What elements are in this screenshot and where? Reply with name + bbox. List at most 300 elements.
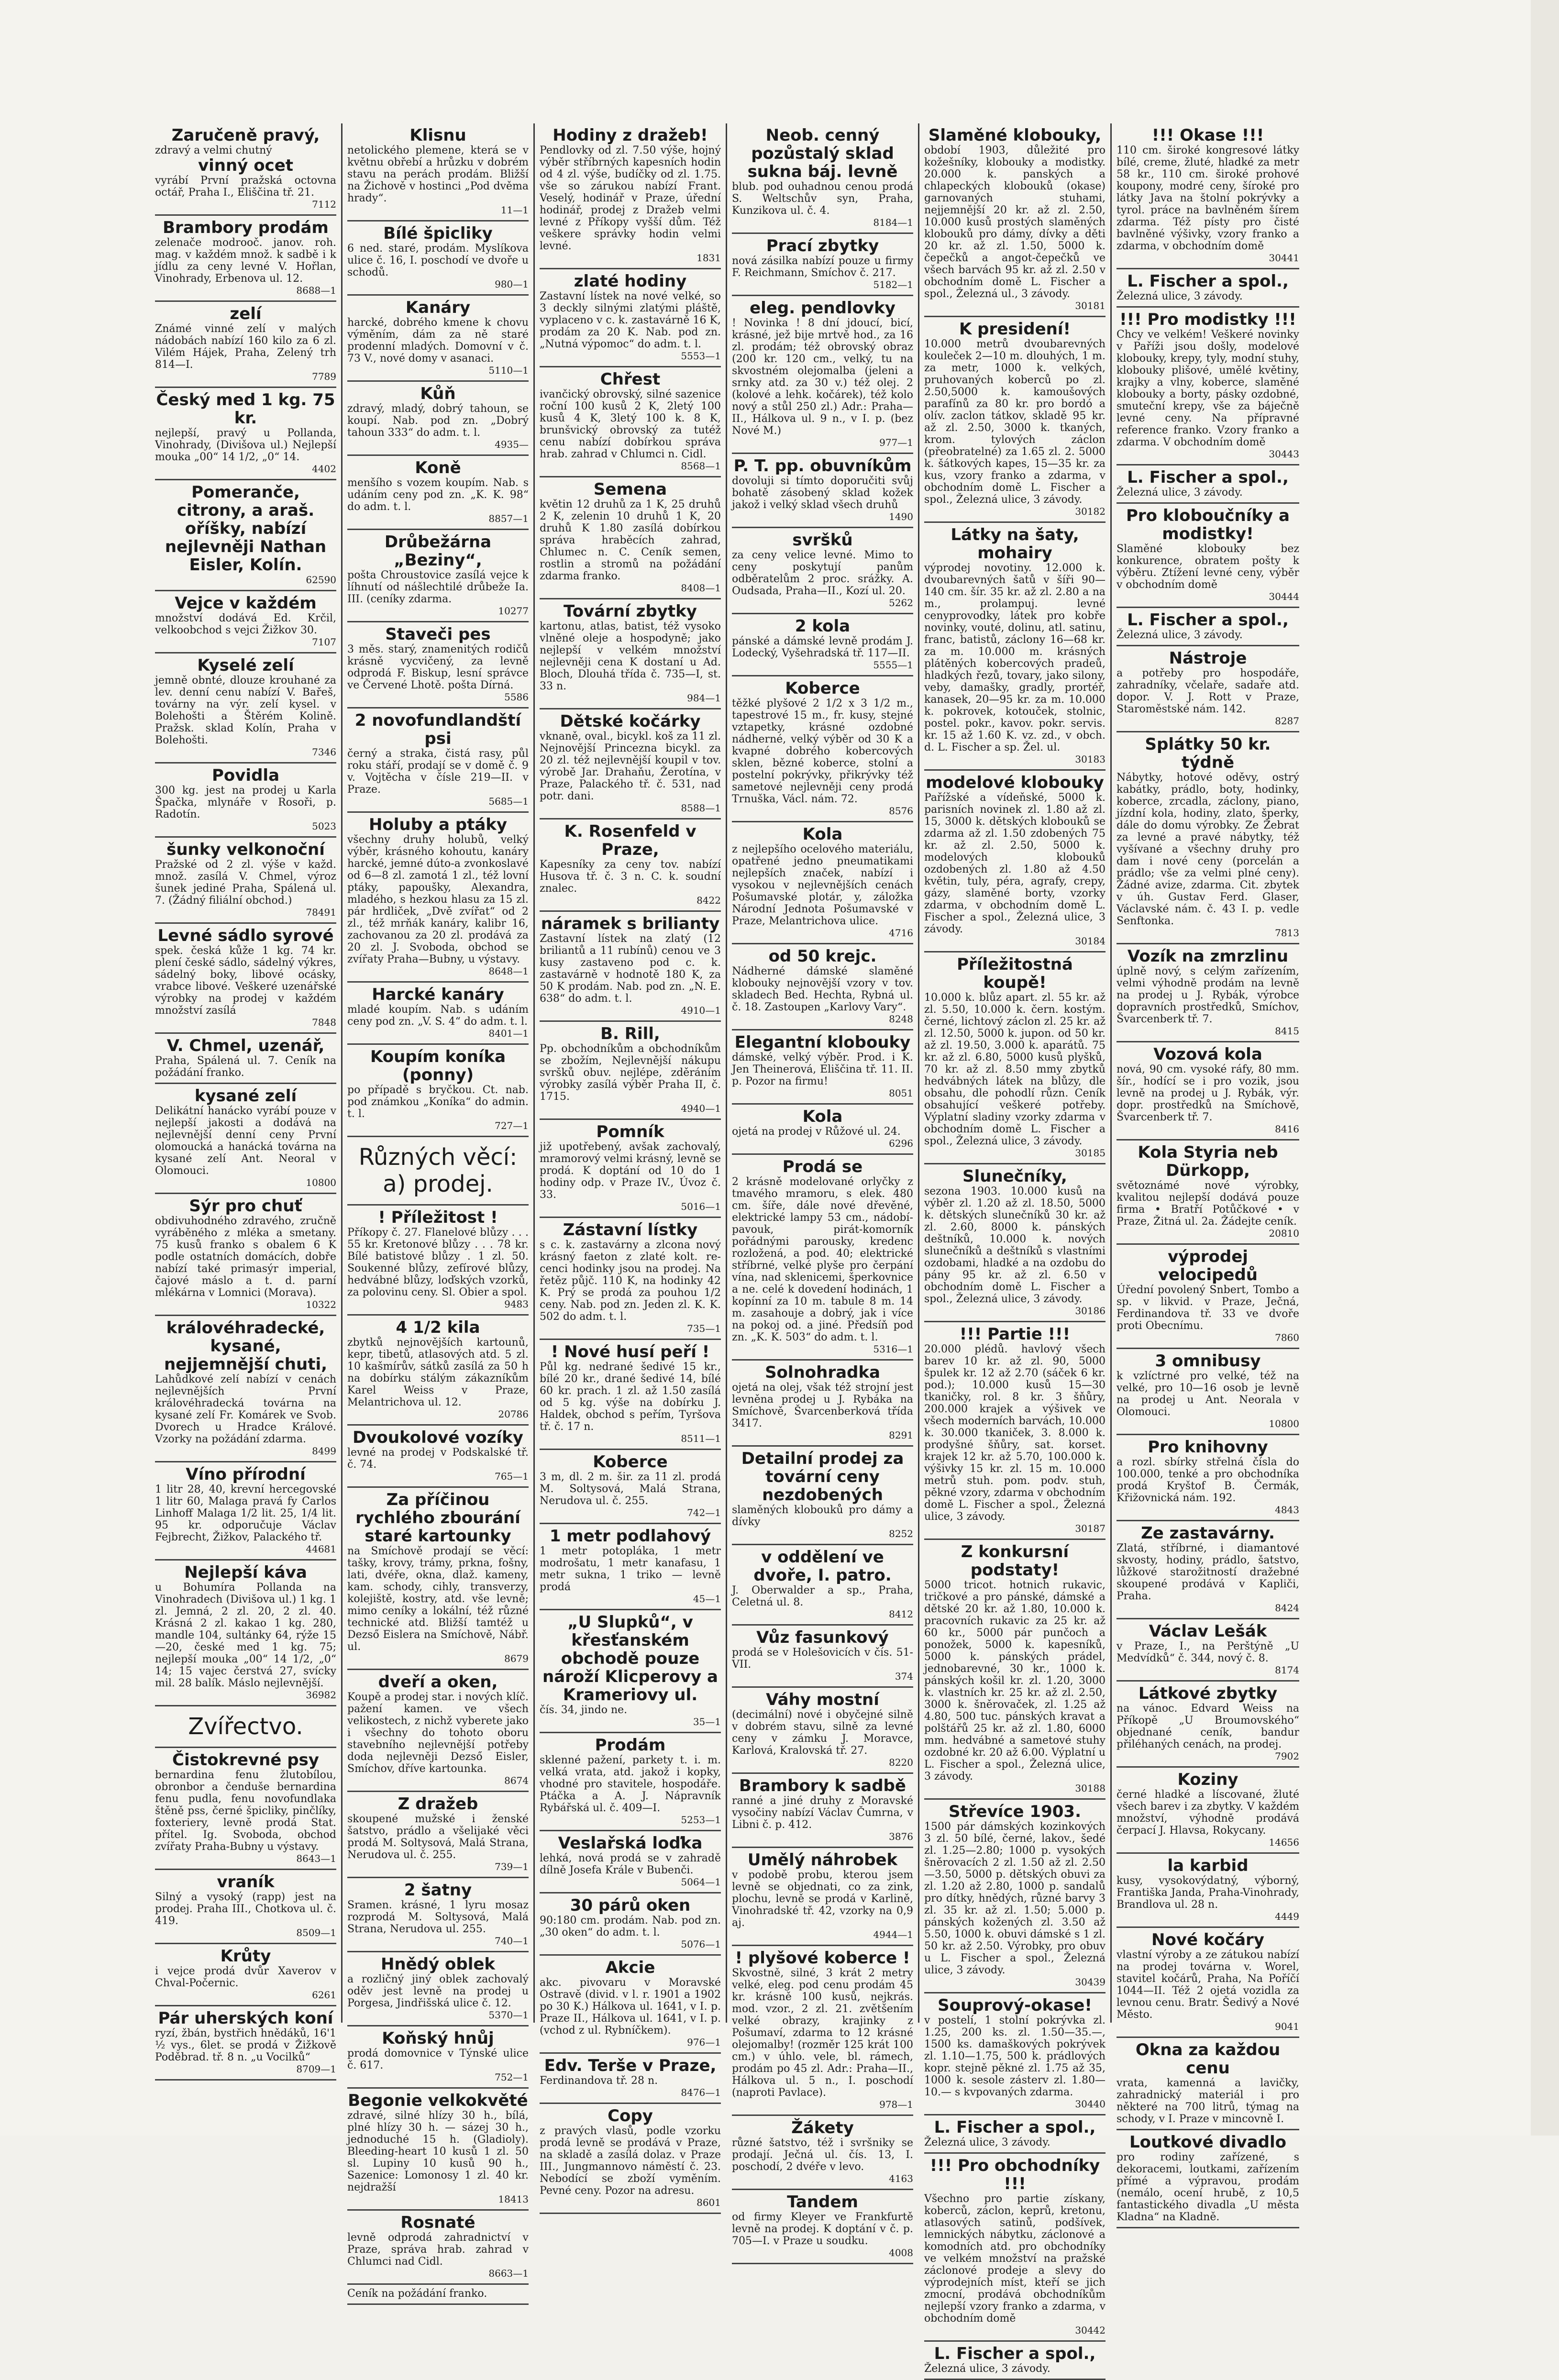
classified-ad	[347, 221, 529, 296]
ad-number: 7860	[1275, 1332, 1299, 1343]
classified-ad	[732, 1688, 913, 1774]
classified-ad	[155, 1316, 336, 1462]
ad-headline: Koně	[415, 458, 461, 477]
ad-text: 1500 pár dámských kozinkových 3 zl. 50 bílé, černé, lakov., šedé zl. 1.25—2.80; 1000 p. vysokých šněrovacích 2 zl. 1.50 až zl. 2.50—3.50, 5000 p. dětských obuvi za zl. 1.20 až 2.80, 1000 p. sandalů pro dítky, hnědých, různé barvy 3 zl. 35 kr. až zl. 1.50; 5.000 p. pánských kožených zl. 3.50 až 5.50, 1000 k. obuvi dámské s 1 zl. 50 kr. až 2.50. Výrobky, pro obuv u L. Fischer a spol., Železná ulice, 3 závody.	[924, 1821, 1106, 1976]
ad-text: harcké, dobrého kmene k chovu výměním, dám za ně staré prodenní mladých. Domovní v č. 73 V., nové domy v asanaci.	[347, 317, 529, 365]
ad-headline: Detailní prodej za tovární ceny nezdobených	[741, 1449, 904, 1505]
ad-text: 6 ned. staré, prodám. Myslíkova ulice č. 16, I. poschodí ve dvoře u schodů.	[347, 243, 529, 278]
ad-headline: 4 1/2 kila	[396, 1318, 480, 1337]
ad-headline: Okna za každou cenu	[1135, 2040, 1281, 2078]
ad-headline: Střevíce 1903.	[949, 1802, 1081, 1821]
ad-number: 5586	[504, 691, 529, 703]
ad-text: Slaměné klobouky bez konkurence, obratem pošty k výběru. Ztížení levné ceny, výběr v obchodním domě	[1117, 543, 1299, 591]
ad-text: Příkopy č. 27. Flanelové blůzy . . . 55 kr. Kretonové blůzy . . . 78 kr. Bílé batistové blůzy . 1 zl. 50. Soukenné blůzy, zefírové blůzy, hedvábné blůzy, loďských vzorků, za polovinu ceny. Sl. Obier a spol.	[347, 1227, 529, 1298]
ad-headline: Látkové zbytky	[1138, 1684, 1278, 1703]
classified-ad	[155, 1561, 336, 1706]
classified-ad	[347, 2026, 529, 2089]
ad-number: 7112	[312, 199, 336, 210]
classified-ad	[347, 1670, 529, 1792]
ad-headline: Pomeranče, citrony, a araš. oříšky, nabízí nejlevněji Nathan Eisler, Kolín.	[165, 483, 327, 575]
ad-headline: Nové kočáry	[1151, 1930, 1264, 1949]
classified-ad	[1117, 2038, 1299, 2130]
ad-headline: Hodiny z dražeb!	[553, 126, 708, 145]
ad-headline: Rosnaté	[400, 2213, 475, 2232]
ad-text: Úřední povolený Snbert, Tombo a sp. v likvid. v Praze, Ječná, Ferdinandova tř. 33 ve dvoře proti Obecnímu.	[1117, 1284, 1299, 1332]
classified-ad	[347, 382, 529, 456]
ad-number: 8424	[1275, 1602, 1299, 1614]
ad-text: ryzí, žbán, bystřich hnědáků, 16'1 ½ vys., 6let. se prodá v Žižkově Poděbrad. tř. 8 n. „u Vocilků“	[155, 2027, 336, 2063]
classified-ad	[732, 1946, 913, 2116]
ad-text: v podobě probu, kterou jsem levně se objednati, co za zink, plochu, levně se prodá v Karlině, Vinohradské tř. 42, vzorky na 0,9 aj.	[732, 1869, 913, 1929]
ad-text: sklenné pažení, parkety t. i. m. velká vrata, atd. jakož i kopky, vhodné pro stavitele, hospodáře. Ptáčka a A. J. Nápravník Rybářská ul. č. 409—I.	[540, 1754, 721, 1814]
ad-headline: Akcie	[605, 1958, 655, 1977]
ad-headline: Bílé špicliky	[383, 224, 493, 243]
ad-text: i vejce prodá dvůr Xaverov v Chval-Počernic.	[155, 1965, 336, 1989]
ad-text: k vzlíctrné pro velké, též na velké, pro 10—16 osob je levně na prodej u Ant. Neorala v Olomouci.	[1117, 1370, 1299, 1418]
ad-number: 10277	[498, 605, 529, 617]
classified-ad	[540, 599, 721, 709]
ad-text: zdravý, mladý, dobrý tahoun, se koupí. Nab. pod zn. „Dobrý tahoun 333“ do adm. t. l.	[347, 403, 529, 439]
ad-number: 8709—1	[296, 2063, 336, 2075]
column-2	[343, 123, 535, 2300]
ad-text: Sramen. krásné, 1 lyru mosaz rozprodá M. Soltysová, Malá Strana, Nerudova ul. 255.	[347, 1899, 529, 1935]
ad-number: 45—1	[693, 1593, 721, 1605]
classified-ad	[155, 216, 336, 302]
ad-text: slaměných klobouků pro dámy a dívky	[732, 1504, 913, 1528]
classified-ad	[1117, 2130, 1299, 2228]
ad-headline: dveří a oken,	[378, 1672, 498, 1692]
ad-text: Kapesníky za ceny tov. nabízí Husova tř. č. 3 n. C. k. soudní znalec.	[540, 859, 721, 895]
ad-headline: Pro knihovny	[1148, 1438, 1268, 1457]
ad-headline: náramek s brilianty	[541, 914, 720, 933]
ad-headline: Umělý náhrobek	[747, 1850, 898, 1870]
ad-number: 9483	[504, 1298, 529, 1310]
classified-ad	[732, 1361, 913, 1447]
ad-text: 3 měs. starý, znamenitých rodičů krásně vycvičený, za levně odprodá F. Biskup, lesní správce ve Červené Lhotě. pošta Dírná.	[347, 643, 529, 691]
ad-number: 980—1	[495, 278, 529, 290]
ad-headline: Sýr pro chuť	[189, 1196, 302, 1216]
ad-text: netolického plemene, která se v květnu obřebí a hrůzku v dobrém stavu na perách prodám. Bližší na Žichově v hostinci „Pod dvěma hrady“.	[347, 144, 529, 204]
ad-headline: Splátky 50 kr. týdně	[1145, 735, 1271, 772]
ad-text: ivančický obrovský, silné sazenice roční 100 kusů 2 K, 2letý 100 kusů 4 K, 3letý 100 k. 8 K, brunšvický obrovský za tutéž cenu nabízí dobírkou správa hrab. zahrad v Chlumci n. Cidl.	[540, 388, 721, 460]
ad-number: 4449	[1275, 1911, 1299, 1922]
classified-ad	[155, 924, 336, 1034]
ad-headline: Koňský hnůj	[382, 2029, 494, 2048]
ad-headline: !!! Pro modistky !!!	[1119, 310, 1296, 329]
ad-number: 9041	[1275, 2021, 1299, 2032]
ad-number: 7346	[312, 746, 336, 758]
classified-ad	[732, 528, 913, 614]
ad-number: 8674	[504, 1775, 529, 1786]
ad-headline: Slaměné klobouky,	[928, 126, 1102, 145]
section-heading: Různých věcí: a) prodej.	[347, 1137, 529, 1206]
classified-ad	[1117, 646, 1299, 732]
ad-headline: Žákety	[791, 2118, 854, 2137]
ad-number: 8663—1	[488, 2268, 529, 2279]
ad-number: 30184	[1075, 935, 1106, 947]
ad-text: Půl kg. nedrané šedivé 15 kr., bílé 20 kr., drané šedivé 14, bílé 60 kr. prach. 1 zl. až 1.50 zasílá od 5 kg. výše na dobírku J. Haldek, obchod s peřím, Tyršova tř. č. 17 n.	[540, 1361, 721, 1433]
ad-text: Pařížské a vídeňské, 5000 k. parisních novinek zl. 1.80 až zl. 15, 3000 k. dětských klobouků se zdarma až zl. 1.50 zdobených 75 kr. až zl. 2.50, 5000 k. modelových klobouků ozdobených zl. 1.80 až 4.50 květin, tuly, péra, agrafy, crepy, gázy, slaměné borty, vzorky zdarma, v obchodním domě L. Fischer a spol., Železná ulice, 3 závody.	[924, 792, 1106, 935]
classified-ad	[732, 944, 913, 1030]
ad-text: Železná ulice, 3 závody.	[1117, 629, 1243, 641]
classified-ad	[540, 1733, 721, 1831]
ad-text: dovoluji si tímto doporučiti svůj bohatě zásobený sklad kožek jakož i velký sklad všech druhů	[732, 475, 913, 511]
ad-text: 10.000 k. blůz apart. zl. 55 kr. až zl. 5.50, 10.000 k. čern. kostým. černé, lichtový záclon zl. 25 kr. až zl. 12.50, 5000 k. jupon. od 50 kr. až zl. 19.50, 3.000 k. aparátů. 75 kr. až zl. 6.80, 5000 kusů plyšků, 70 kr. až zl. 8.50 mmy zbytků hedvábných látek na blůzy, dle obsahu, dle pohodlí různ. Ceník obsahující veškeré potřeby. Výplatní sladiny vzorky zdarma v obchodním domě L. Fischer a spol., Železná ulice, 3 závody.	[924, 992, 1106, 1147]
ad-number: 7848	[312, 1017, 336, 1028]
ad-text: v Praze, I., na Perštýně „U Medvídků“ č. 344, nový č. 8.	[1117, 1640, 1299, 1664]
ad-text: 2 krásně modelované orlyčky z tmavého mramoru, s elek. 480 cm. šíře, dále nové dřevěné, elektrické lampy 53 cm., nádobí-pavouk, pirát-komorník pořádnými parousky, kredenc rozložená, a pod. 40; elektrické stříbrné, velké plyše pro čerpání vína, nad sklenicemi, šperkovnice a ne. celé k dovedení hodinách, 1 kopínní za 10 m. tabule 8 m. 14 m. zasahouje a dobrý, jak i více na pokoj od. a jiné. Předsíň pod zn. „K. K. 503“ do adm. t. l.	[732, 1176, 913, 1343]
classified-ad	[1117, 308, 1299, 465]
ad-number: 5016—1	[681, 1201, 721, 1212]
ad-text: Praha, Spálená ul. 7. Ceník na požádání franko.	[155, 1055, 336, 1079]
ad-number: 8588—1	[681, 802, 721, 814]
ad-headline: Z konkursní podstaty!	[961, 1542, 1069, 1580]
ad-text: zelenače modrooč. janov. roh. mag. v každém množ. k sadbě i k jídlu za ceny levné V. Hořlan, Vinohrady, Erbenova ul. 12.	[155, 237, 336, 285]
ad-text: obdivuhodného zdravého, zručně vyráběného z mléka a smetany. 75 kusů franko s obalem 6 K podle ostatních domácích, dobře nabízí také primasýr imperial, čajové máslo a t. d. parní mlékárna v Lomnici (Morava).	[155, 1215, 336, 1299]
ad-number: 4163	[889, 2173, 913, 2184]
classified-ad	[540, 2104, 721, 2214]
ad-headline: Brambory prodám	[163, 218, 329, 237]
ad-headline: L. Fischer a spol.,	[934, 2118, 1096, 2137]
ad-number: 8174	[1275, 1664, 1299, 1676]
ad-text: ! Novinka ! 8 dní jdoucí, bicí, krásné, jež bije mrtvě hod., za 16 zl. prodám; též obrovský obraz (200 kr. 120 cm., velký, tu na skvostném olejomalba (jeleni a srnky atd. za 30 v.) též olej. 2 (kolové a lehk. kočárek), též kolo nový a stůl 250 zl.) Adr.: Praha—II., Hálkova ul. 9 n., v I. p. (bez Nové M.)	[732, 317, 913, 437]
ad-headline: Nástroje	[1169, 649, 1247, 668]
ad-headline: Dětské kočárky	[560, 712, 701, 731]
ad-headline: P. T. pp. obuvníkům	[733, 456, 912, 476]
ad-headline: 1 metr podlahový	[549, 1527, 711, 1546]
classified-ad	[924, 2154, 1106, 2342]
ad-text: výprodej novotiny. 12.000 k. dvoubarevných šatů v šíři 90—140 cm. šír. 35 kr. až zl. 2.80 a na m., prolampuj. levné cenyprovodky, látek pro kobře novinky, vouté, dolinu, atl. satinu, franc, batistů, záclony 16—68 kr. za m. 10.000 m. krásných plátěných kobercových pradeů, hladkých řezů, tovary, jako silony, veby, damašky, gradly, prortéř, kanasek, 20—95 kr. za m. 10.000 k. pokrovek, kotouček, stolnic, postel. pokr., kavov. pokr. servis. kr. 15 až 1.60 K. vz. zd., v obch. d. L. Fischer a sp. Žel. ul.	[924, 562, 1106, 753]
ad-headline: Drůbežárna „Beziny“,	[384, 532, 492, 570]
classified-ad	[347, 1792, 529, 1878]
ad-number: 740—1	[495, 1935, 529, 1947]
classified-ad	[732, 1626, 913, 1688]
classified-ad	[347, 622, 529, 708]
ad-headline: Nejlepší káva	[184, 1563, 307, 1582]
classified-ad	[540, 1524, 721, 1610]
column-3	[535, 123, 727, 2208]
classified-ad	[540, 912, 721, 1022]
ad-headline: Hnědý oblek	[380, 1955, 496, 1974]
ad-text: dámské, velký výběr. Prod. i K. Jen Theinerová, Eliščina tř. 11. II. p. Pozor na firmu!	[732, 1052, 913, 1087]
ad-text: a rozl. sbírky střelná čísla do 100.000, tenké a pro obchodníka prodá Kryštof B. Čermák, Křižovnická nám. 192.	[1117, 1456, 1299, 1504]
ad-number: 30186	[1075, 1305, 1106, 1317]
ad-number: 30187	[1075, 1523, 1106, 1534]
column-6	[1112, 123, 1304, 2223]
classified-ad	[732, 1545, 913, 1626]
ad-number: 977—1	[879, 437, 913, 448]
classified-ad	[1117, 1854, 1299, 1928]
classified-ad	[155, 1034, 336, 1084]
classified-ad	[924, 952, 1106, 1164]
ad-number: 10800	[306, 1177, 336, 1188]
ad-number: 5076—1	[681, 1938, 721, 1950]
ad-number: 8415	[1275, 1025, 1299, 1037]
ad-text: ojetá na prodej v Růžové ul. 24.	[732, 1126, 901, 1138]
classified-ad	[540, 123, 721, 269]
ad-number: 62590	[306, 574, 336, 586]
ad-headline: Chřest	[600, 370, 661, 389]
ad-number: 8252	[889, 1528, 913, 1539]
ad-text: 90:180 cm. prodám. Nab. pod zn. „30 oken“ do adm. t. l.	[540, 1915, 721, 1938]
ad-number: 5685—1	[488, 796, 529, 807]
classified-ad	[924, 771, 1106, 952]
classified-ad	[1117, 465, 1299, 504]
ad-text: Chcy ve velkém! Veškeré novinky v Paříži jsou došly, modelové klobouky, krepy, tyly, modní stuhy, klobouky plišové, umělé květiny, krajky a vlny, koberce, slaměné klobouky a borty, pásky ozdobné, smuteční krepy, vše za báječně levné ceny. Na přípravné reference franko. Vzory franko a zdarma. V obchodním domě	[1117, 329, 1299, 448]
ad-text: jemně obnté, dlouze krouhané za lev. denní cenu nabízí V. Bařeš, továrny na výr. zelí kysel. v Bolehošti a Štěrém Kolině. Pražsk. sklad Kolín, Praha v Bolehošti.	[155, 675, 336, 746]
classified-ad	[155, 388, 336, 480]
ad-headline: Edv. Terše v Praze,	[544, 2056, 717, 2075]
classified-columns	[150, 123, 1512, 2375]
ad-headline: Holuby a ptáky	[368, 815, 508, 834]
ad-text: kartonu, atlas, batist, též vysoko vlněné oleje a hospodyně; jako nejlepší v velkém množství nejlevněji cena K dostaní u Ad. Bloch, Dlouhá třída č. 735—I, st. 33 n.	[540, 620, 721, 692]
ad-text: světoznámé nové výrobky, kvalitou nejlepší dodává pouze firma • Bratří Potůčkové • v Praze, Žitná ul. 2a. Žádejte ceník.	[1117, 1180, 1299, 1228]
ad-number: 36982	[306, 1689, 336, 1701]
ad-text: Skvostně, silné, 3 krát 2 metry velké, eleg. pod cenu prodám 45 kr. krásně 100 kusů, nejkrás. mod. vzor., 2 zl. 21. zvětšením velké obrazy, krajinky z Pošumaví, zdarma to 12 krásné olejomalby! (rozměr 125 krát 100 cm.) v úhlo. vele, bl. rámech, prodám po 45 zl. Adr.: Praha—II., Hálkova ul. 5 n., I. poschodí (naproti Pavlace).	[732, 1967, 913, 2099]
ad-headline: Copy	[608, 2106, 653, 2125]
classified-ad	[347, 456, 529, 530]
ad-headline: Čistokrevné psy	[172, 1750, 319, 1770]
ad-number: 30444	[1269, 591, 1299, 602]
classified-ad	[347, 983, 529, 1045]
classified-ad	[155, 764, 336, 838]
classified-ad	[732, 822, 913, 944]
ad-text: Pendlovky od zl. 7.50 výše, hojný výběr stříbrných kapesních hodin od 4 zl. výše, budíčky od zl. 1.75. vše so zárukou nabízí Frant. Veselý, hodinář v Praze, úřední hodinář, prodej z Dražeb velmi levné z Příkopy vyšší dům. Též veškere správky hodin velmi levné.	[540, 144, 721, 252]
ad-number: 5110—1	[488, 365, 529, 376]
ad-number: 20786	[498, 1408, 529, 1420]
ad-number: 735—1	[687, 1323, 721, 1334]
classified-ad	[732, 1447, 913, 1545]
classified-ad	[540, 1831, 721, 1893]
section-heading: Zvířectvo.	[155, 1706, 336, 1748]
classified-ad	[540, 1956, 721, 2054]
ad-text: 110 cm. široké kongresové látky bílé, creme, žluté, hladké za metr 58 kr., 110 cm. široké prohové koupony, modré ceny, šíroké pro látky Java na štolní pokrývky a tyrol. práce na bavlněném šírem zdarma. Též písty pro čisté bavlněné výšivky, vzory franko a zdarma, v obchodním domě	[1117, 144, 1299, 252]
ad-number: 8184—1	[873, 217, 913, 228]
classified-ad	[1117, 269, 1299, 308]
ad-headline: L. Fischer a spol.,	[1127, 610, 1289, 630]
ad-text: vknaně, oval., bicykl. koš za 11 zl. Nejnovější Princezna bicykl. za 20 zl. též nejlevnější koupil v tov. výrobě Jar. Drahaňu, Žerotína, v Praze, Palackého tř. č. 531, nad potr. dani.	[540, 731, 721, 802]
classified-ad	[540, 269, 721, 367]
ad-text: prodá se v Holešovicích v čís. 51-VII.	[732, 1647, 913, 1671]
ad-text: množství dodává Ed. Krčil, velkoobchod s vejci Žižkov 30.	[155, 612, 336, 636]
ad-number: 14656	[1269, 1837, 1299, 1848]
ad-headline: !!! Pro obchodníky !!!	[929, 2156, 1100, 2193]
ad-headline: 3 omnibusy	[1155, 1351, 1261, 1371]
classified-ad	[540, 819, 721, 912]
ad-text: na Smíchově prodají se věcí: tašky, krovy, trámy, prkna, fošny, lati, dvéře, okna, dlaž. kameny, kam. schody, cihly, transverzy, kolejiště, kostry, atd. vše levně; mimo ceníky a lokální, též různé technické atd. Bližší tamtéž u Dezső Eislera na Smíchově, Nábř. ul.	[347, 1545, 529, 1653]
ad-number: 4843	[1275, 1504, 1299, 1516]
classified-ad	[347, 2089, 529, 2211]
ad-number: 8422	[697, 895, 721, 906]
classified-ad	[732, 1774, 913, 1848]
ad-headline: ! Nové husí peří !	[551, 1342, 710, 1362]
ad-text: Nábytky, hotové oděvy, ostrý kabátky, prádlo, boty, hodinky, koberce, zrcadla, záclony, piano, jízdní kola, hodiny, zlato, šperky, dále do domu výrobky. Ze Žebrat za levné a pravé nábytky, též vyšívané a všechny druhy pro dam i nové ceny (porcelán a prádlo; vše za velmi plné ceny). Žádné avize, zdarma. Cit. zbytek v úh. Gustav Ferd. Glaser, Václavské nám. č. 43 I. p. vedle Senftonka.	[1117, 772, 1299, 927]
ad-text: bernardina fenu žlutobílou, obronbor a čenduše bernardina fenu pudla, fenu novofundlaka štěně pss, černé špicliky, pinčlíky, foxteriery, levně prodá Stat. přítel. Ig. Svoboda, obchod zvířaty Praha-Bubny u výstavy.	[155, 1769, 336, 1853]
classified-ad	[155, 480, 336, 591]
ad-text: v postelí, 1 stolní pokrývka zl. 1.25, 200 ks. zl. 1.50—35.—, 1500 ks. damaškových pokrývek zl. 1.10—1.75, 500 k. prádlových kopr. stejně pěkné zl. 1.75 až 35, 1000 k. sesole zásterv zl. 1.80—10.— s kvpovaných zdarma.	[924, 2015, 1106, 2098]
classified-ad	[1117, 1349, 1299, 1435]
ad-number: 4716	[889, 927, 913, 939]
ad-headline: vraník	[217, 1872, 275, 1892]
ad-text: Zlatá, stříbrné, i diamantové skvosty, hodiny, prádlo, šatstvo, lůžkové starožitností dražebné skoupené prodává v Kapliči, Praha.	[1117, 1542, 1299, 1602]
classified-ad	[347, 1488, 529, 1670]
ad-text: J. Oberwalder a sp., Praha, Celetná ul. 8.	[732, 1584, 913, 1608]
ad-headline: kysané zelí	[194, 1086, 297, 1106]
ad-text: ranné a jiné druhy z Moravské vysočiny nabízí Václav Čumrna, v Libni č. p. 412.	[732, 1795, 913, 1831]
ad-number: 5555—1	[873, 659, 913, 671]
ad-text: levné na prodej v Podskalské tř. č. 74.	[347, 1447, 529, 1471]
ad-number: 18413	[498, 2193, 529, 2205]
ad-headline: Látky na šaty, mohairy	[951, 525, 1079, 563]
ad-number: 7813	[1275, 927, 1299, 939]
ad-headline: Vůz fasunkový	[756, 1628, 889, 1647]
classified-ad	[1117, 123, 1299, 269]
ad-text: Zastavní lístek na nové velké, so 3 deckly silnými zlatými pláště, vyplaceno v c. k. zastavárně 16 K, prodám za 20 K. Nab. pod zn. „Nutná výpomoc“ do adm. t. l.	[540, 290, 721, 350]
ad-number: 8287	[1275, 715, 1299, 727]
ad-number: 5316—1	[873, 1343, 913, 1355]
ad-number: 8220	[889, 1757, 913, 1768]
classified-ad	[155, 1462, 336, 1561]
ad-headline: Prodá se	[782, 1157, 863, 1176]
classified-ad	[540, 2054, 721, 2104]
ad-number: 8511—1	[681, 1433, 721, 1444]
ad-headline: Solnohradka	[765, 1363, 880, 1382]
ad-headline: Kyselé zelí	[197, 656, 294, 675]
ad-number: 5262	[889, 597, 913, 609]
ad-number: 5370—1	[488, 2009, 529, 2021]
classified-ad	[155, 591, 336, 653]
classified-ad	[347, 296, 529, 382]
classified-ad	[540, 709, 721, 819]
classified-ad	[732, 1105, 913, 1155]
ad-headline: Pro kloboučníky a modistky!	[1126, 506, 1290, 543]
ad-number: 742—1	[687, 1507, 721, 1518]
ad-headline: Krůty	[220, 1947, 271, 1966]
classified-ad	[924, 2342, 1106, 2380]
column-footer: Ceník na požádání franko.	[347, 2285, 529, 2305]
ad-text: Známé vinné zelí v malých nádobách nabízí 160 kilo za 6 zl. Vilém Hájek, Praha, Zelený trh 814—I.	[155, 323, 336, 371]
classified-ad	[347, 1206, 529, 1316]
classified-ad	[540, 477, 721, 599]
ad-text: pro rodiny zařízené, s dekoracemi, loutkami, zařízením přímé a výpravou, prodám (nemálo, ocení hrubě, z 10,5 fantastického divadla „U města Kladna“ na Kladně.	[1117, 2151, 1299, 2223]
ad-number: 8412	[889, 1608, 913, 1620]
ad-number: 5182—1	[873, 279, 913, 290]
ad-headline: v oddělení ve dvoře, I. patro.	[753, 1548, 892, 1585]
classified-ad	[540, 1218, 721, 1340]
ad-headline: L. Fischer a spol.,	[934, 2344, 1096, 2363]
classified-ad	[540, 1340, 721, 1450]
ad-headline: Ze zastavárny.	[1141, 1524, 1275, 1543]
ad-number: 30182	[1075, 506, 1106, 517]
ad-headline: Pár uherských koní	[158, 2009, 333, 2028]
ad-number: 8688—1	[296, 285, 336, 296]
ad-number: 978—1	[879, 2099, 913, 2110]
ad-headline: Zástavní lístky	[563, 1220, 698, 1240]
ad-headline: Kanáry	[405, 298, 471, 317]
classified-ad	[155, 838, 336, 924]
ad-text: Nádherné dámské slaměné klobouky nejnovější vzory v tov. skladech Bed. Hechta, Rybná ul. č. 18. Zastoupen „Karlovy Vary“.	[732, 965, 913, 1013]
ad-text: spek. česká kůže 1 kg. 74 kr. plení české sádlo, sádelný výkres, sádelný boky, libové ocásky, vrabce libové. Veškeré uzenářské výrobky na prodej v každém množství zasílá	[155, 945, 336, 1017]
ad-body: zdravý a velmi chutný	[155, 144, 272, 156]
column-5	[919, 123, 1112, 2375]
ad-text: Pp. obchodníkům a obchodníkům se zbožím, Nejlevnější nákupu svršků obuv. nejlépe, zděráním výrobky zasílá výběr Praha II, č. 1715.	[540, 1043, 721, 1103]
ad-number: 984—1	[687, 692, 721, 704]
classified-ad	[924, 1164, 1106, 1322]
ad-headline: ! Příležitost !	[378, 1208, 498, 1227]
classified-ad	[732, 1030, 913, 1105]
ad-number: 8408—1	[681, 582, 721, 594]
ad-headline: Z dražeb	[398, 1794, 478, 1814]
ad-number: 7789	[312, 371, 336, 382]
ad-number: 20810	[1269, 1228, 1299, 1239]
classified-ad	[732, 123, 913, 234]
ad-text: Železná ulice, 3 závody.	[1117, 487, 1243, 498]
ad-number: 30443	[1269, 448, 1299, 460]
ad-text: Železná ulice, 3 závody.	[924, 2363, 1050, 2375]
ad-number: 8568—1	[681, 460, 721, 472]
ad-headline: Brambory k sadbě	[739, 1776, 906, 1795]
classified-ad	[1117, 1245, 1299, 1349]
ad-headline: zelí	[230, 304, 262, 323]
ad-headline: eleg. pendlovky	[750, 299, 896, 318]
ad-headline: Begonie velkokvěté	[348, 2091, 528, 2110]
ad-number: 8643—1	[296, 1853, 336, 1864]
classified-ad	[540, 1120, 721, 1218]
ad-headline: L. Fischer a spol.,	[1127, 272, 1289, 291]
ad-headline: la karbid	[1167, 1856, 1249, 1875]
ad-headline: Kůň	[420, 384, 456, 403]
classified-ad	[1117, 1768, 1299, 1854]
ad-number: 30181	[1075, 300, 1106, 311]
classified-ad	[1117, 1435, 1299, 1521]
ad-text: mladé koupím. Nab. s udáním ceny pod zn. „V. S. 4“ do adm. t. l.	[347, 1004, 529, 1028]
ad-headline: výprodej velocipedů	[1158, 1247, 1258, 1284]
scan-edge	[1531, 0, 1559, 2136]
ad-number: 1490	[889, 511, 913, 522]
ad-text: 10.000 metrů dvoubarevných kouleček 2—10 m. dlouhých, 1 m. za metr, 1000 k. velkých, pruhovaných koberců po zl. 2.50,5000 k. kamoušových parafínů za 80 kr. pro bordó a olív. zaclon tátkov, skladě 95 kr. až zl. 2.50, 3000 k. tkaných, krom. tylových záclon (přeobratelné) za 1.65 zl. 2. 5000 k. šátkových kapes, 15—35 kr. za kus, vzory franko a zdarma, v obchodním domě L. Fischer a spol., Železná ulice, 3 závody.	[924, 338, 1106, 506]
ad-text: za ceny velice levné. Mimo to ceny poskytují panům odběratelům 2 proc. srážky. A. Oudsada, Praha—II., Kozí ul. 20.	[732, 549, 913, 597]
ad-headline: Tovární zbytky	[564, 602, 697, 621]
classified-ad	[155, 653, 336, 764]
ad-headline: !!! Partie !!!	[959, 1325, 1071, 1344]
ad-number: 44681	[306, 1543, 336, 1555]
classified-ad	[1117, 1928, 1299, 2038]
ad-number: 8499	[312, 1445, 336, 1457]
ad-number: 30183	[1075, 753, 1106, 765]
classified-ad	[155, 2006, 336, 2081]
classified-ad	[1117, 1042, 1299, 1140]
column-4	[727, 123, 919, 2258]
ad-headline: Příležitostná koupě!	[957, 955, 1073, 992]
classified-ad	[1117, 1619, 1299, 1682]
classified-ad	[924, 123, 1106, 317]
classified-ad	[1117, 608, 1299, 646]
ad-headline: Václav Lešák	[1149, 1622, 1267, 1641]
ad-headline: Koziny	[1177, 1770, 1238, 1789]
ad-number: 8248	[889, 1013, 913, 1025]
ad-text: prodá domovnice v Týnské ulice č. 617.	[347, 2048, 529, 2071]
classified-ad	[540, 367, 721, 477]
ad-headline: ! plyšové koberce !	[735, 1948, 910, 1968]
ad-headline: Povidla	[211, 766, 280, 785]
ad-headline: Harcké kanáry	[372, 985, 504, 1004]
ad-text: již upotřebený, avšak zachovalý, mramorový velmi krásný, levně se prodá. K doptání od 10 do 1 hodiny odp. v Praze IV., Úvoz č. 33.	[540, 1141, 721, 1201]
ad-text: nejlepší, pravý u Pollanda, Vinohrady, (Divišova ul.) Nejlepší mouka „00“ 14 1/2, „0“ 14.	[155, 427, 336, 463]
classified-ad	[1117, 732, 1299, 944]
ad-headline: Koberce	[785, 679, 860, 698]
ad-text: Pražské od 2 zl. výše v každ. množ. zasílá V. Chmel, výroz šunek jediné Praha, Spálená ul. 7. (Žádný filiální obchod.)	[155, 859, 336, 907]
classified-ad	[347, 530, 529, 622]
